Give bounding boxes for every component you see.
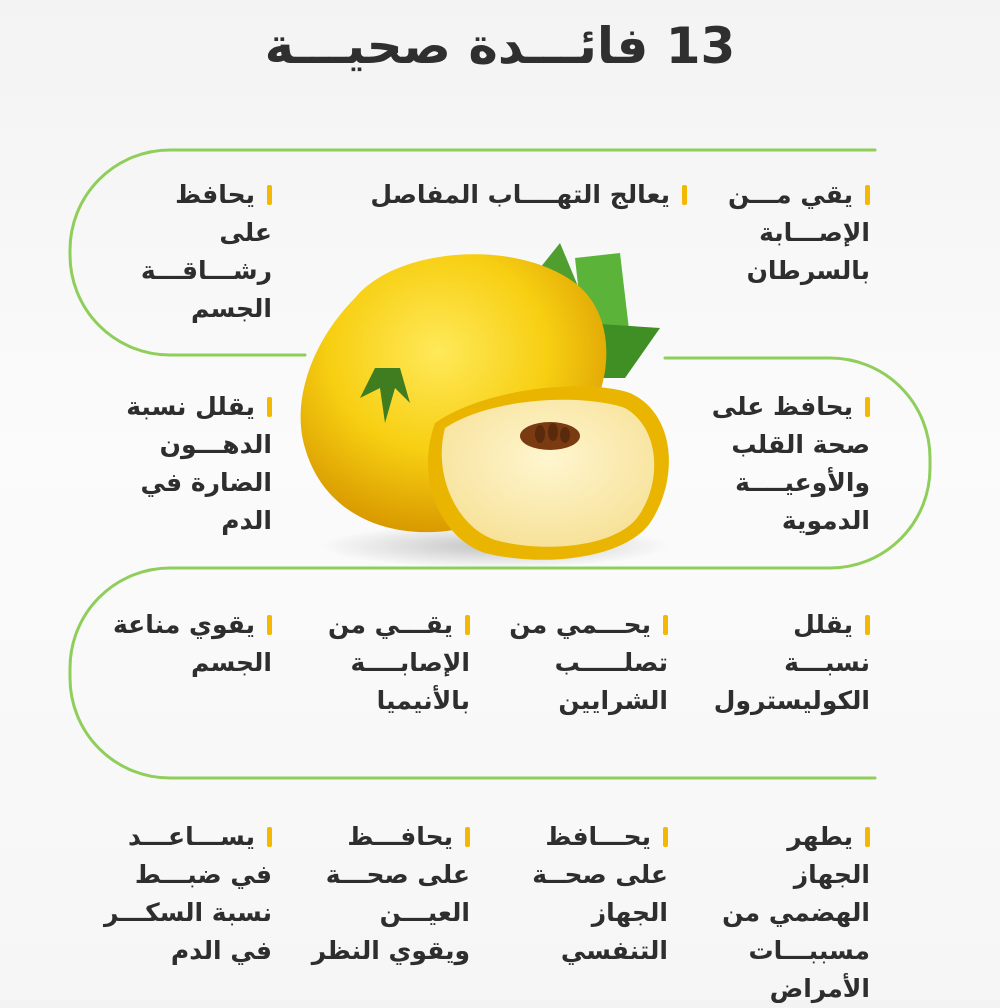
bullet-marker xyxy=(267,185,272,205)
bullet-marker xyxy=(865,615,870,635)
bullet-marker xyxy=(267,615,272,635)
benefit-body-fitness xyxy=(117,176,272,328)
bullet-marker xyxy=(465,615,470,635)
benefit-digestive-system xyxy=(705,818,870,1008)
bullet-marker xyxy=(267,827,272,847)
benefit-blood-sugar xyxy=(102,818,272,970)
benefit-text: يقـــي من الإصابــــة بالأنيميا xyxy=(328,610,470,715)
benefit-text: يقلل نسبـــة الكوليسترول xyxy=(713,610,870,715)
benefit-text: يطهر الجهاز الهضمي من مسببـــات الأمراض xyxy=(722,822,870,1003)
benefit-text: يقي مـــن الإصـــابة بالسرطان xyxy=(728,180,870,285)
benefit-anemia xyxy=(305,606,470,720)
benefit-joint-inflammation xyxy=(317,176,687,214)
benefit-text: يحافظ على رشـــاقـــة الجسم xyxy=(140,180,272,323)
benefit-text: يحـــمي من تصلـــــب الشرايين xyxy=(509,610,668,715)
bullet-marker xyxy=(865,185,870,205)
benefit-text: يحافظ على صحة القلب والأوعيــــة الدموية xyxy=(711,392,870,535)
benefit-respiratory-system xyxy=(493,818,668,970)
bullet-marker xyxy=(663,615,668,635)
benefit-text: يســـاعـــد في ضبـــط نسبة السكـــر في الدم xyxy=(103,822,272,965)
benefit-immunity xyxy=(102,606,272,682)
page-title: 13 فائـــدة صحيـــة xyxy=(264,17,736,75)
benefit-text: يعالج التهــــاب المفاصل xyxy=(370,180,670,209)
bullet-marker xyxy=(267,397,272,417)
benefit-text: يقلل نسبة الدهـــون الضارة في الدم xyxy=(126,392,272,535)
benefit-heart-vessels xyxy=(710,388,870,540)
quince-fruit-image xyxy=(285,228,685,573)
benefit-text: يقوي مناعة الجسم xyxy=(113,610,272,677)
benefit-text: يحافـــظ على صحـــة العيـــن ويقوي النظر xyxy=(311,822,470,965)
bullet-marker xyxy=(465,827,470,847)
benefit-eye-health xyxy=(290,818,470,970)
bullet-marker xyxy=(865,827,870,847)
benefit-bad-fats xyxy=(117,388,272,540)
bullet-marker xyxy=(865,397,870,417)
benefit-text: يحـــافظ على صحــة الجهاز التنفسي xyxy=(532,822,668,965)
bullet-marker xyxy=(663,827,668,847)
benefit-cancer-prevention xyxy=(720,176,870,290)
benefit-artery-hardening xyxy=(503,606,668,720)
benefit-cholesterol xyxy=(700,606,870,720)
bullet-marker xyxy=(682,185,687,205)
